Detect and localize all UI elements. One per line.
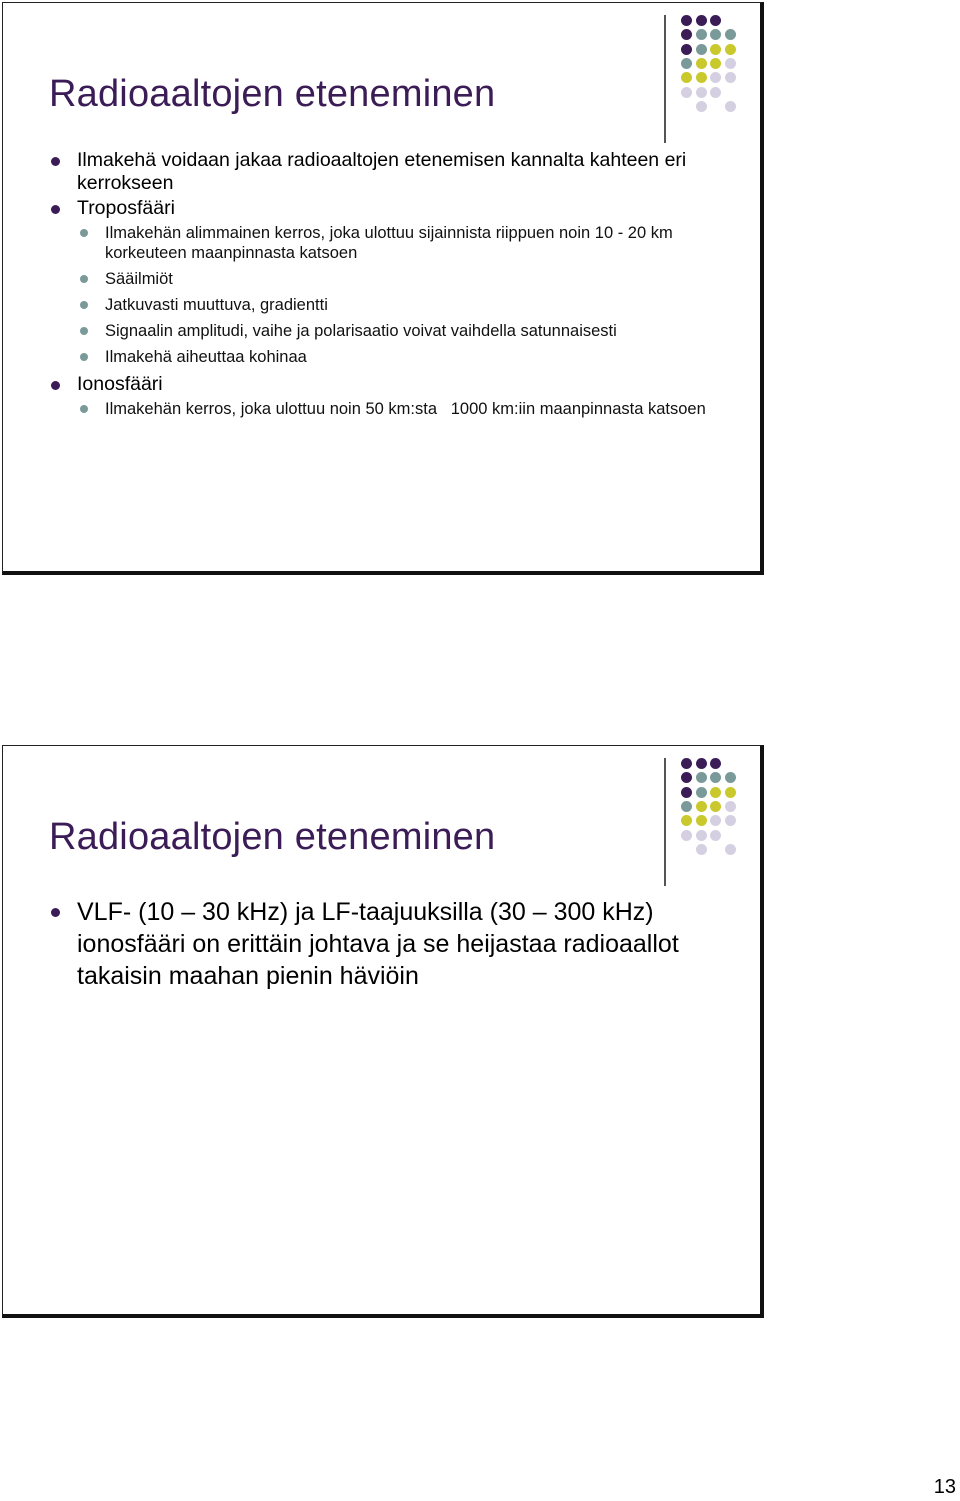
page-number: 13 [933, 1476, 956, 1498]
bullet-item [49, 149, 709, 195]
decorative-dot [710, 801, 721, 812]
decorative-dot [696, 772, 707, 783]
sub-bullet-item: Sääilmiöt [77, 269, 709, 289]
bullet-list [49, 149, 709, 425]
divider-line [664, 15, 666, 143]
decorative-dot [696, 15, 707, 26]
decorative-dot [681, 787, 692, 798]
decorative-dot [681, 87, 692, 98]
decorative-dot [710, 15, 721, 26]
decorative-dot [696, 101, 707, 112]
decorative-dot [725, 72, 736, 83]
decorative-dot [681, 815, 692, 826]
decorative-dot [696, 830, 707, 841]
bullet-list [49, 896, 709, 994]
divider-line [664, 758, 666, 886]
slide-title: Radioaaltojen eteneminen [49, 816, 496, 858]
decorative-dot [725, 29, 736, 40]
sub-bullet-item: Jatkuvasti muuttuva, gradientti [77, 295, 709, 315]
decorative-dot [710, 772, 721, 783]
decorative-dot [696, 758, 707, 769]
bullet-item [49, 896, 709, 992]
decorative-dot [710, 87, 721, 98]
decorative-dot [696, 87, 707, 98]
decorative-dot-grid [681, 15, 761, 125]
decorative-dot [725, 44, 736, 55]
decorative-dot [681, 29, 692, 40]
decorative-dot [696, 72, 707, 83]
slide-1 [2, 2, 764, 575]
decorative-dot [681, 58, 692, 69]
decorative-dot [681, 72, 692, 83]
decorative-dot [696, 844, 707, 855]
sub-bullet-item: Ilmakehän alimmainen kerros, joka ulottuu sijainnista riippuen noin 10 - 20 km korkeuteen maanpinnasta katsoen [77, 223, 709, 263]
decorative-dot [681, 772, 692, 783]
sub-bullet-item: Ilmakehä aiheuttaa kohinaa [77, 347, 709, 367]
decorative-dot [696, 801, 707, 812]
decorative-dot [710, 815, 721, 826]
sub-bullet-list [77, 223, 709, 367]
decorative-dot [681, 15, 692, 26]
decorative-dot [696, 815, 707, 826]
decorative-dot [696, 44, 707, 55]
sub-bullet-item: Signaalin amplitudi, vaihe ja polarisaatio voivat vaihdella satunnaisesti [77, 321, 709, 341]
decorative-dot-grid [681, 758, 761, 868]
decorative-dot [725, 801, 736, 812]
decorative-dot [681, 830, 692, 841]
decorative-dot [710, 72, 721, 83]
decorative-dot [710, 830, 721, 841]
bullet-text: Ionosfääri [77, 373, 163, 395]
decorative-dot [681, 758, 692, 769]
sub-bullet-list [77, 399, 709, 419]
decorative-dot [681, 801, 692, 812]
decorative-dot [710, 29, 721, 40]
decorative-dot [710, 44, 721, 55]
decorative-dot [681, 44, 692, 55]
bullet-item [49, 197, 709, 367]
decorative-dot [725, 787, 736, 798]
bullet-item [49, 373, 709, 419]
slide-title: Radioaaltojen eteneminen [49, 73, 496, 115]
decorative-dot [696, 787, 707, 798]
decorative-dot [710, 787, 721, 798]
bullet-text: Ilmakehä voidaan jakaa radioaaltojen etenemisen kannalta kahteen eri kerrokseen [77, 149, 687, 194]
slide-2 [2, 745, 764, 1318]
decorative-dot [696, 29, 707, 40]
decorative-dot [725, 815, 736, 826]
decorative-dot [710, 758, 721, 769]
bullet-text: VLF- (10 – 30 kHz) ja LF-taajuuksilla (30 – 300 kHz) ionosfääri on erittäin johtava ja se heijastaa radioaallot takaisin maahan pienin häviöin [77, 898, 679, 990]
decorative-dot [725, 58, 736, 69]
decorative-dot [710, 58, 721, 69]
decorative-dot [725, 844, 736, 855]
decorative-dot [696, 58, 707, 69]
decorative-dot [725, 772, 736, 783]
bullet-text: Troposfääri [77, 197, 175, 219]
decorative-dot [725, 101, 736, 112]
sub-bullet-item: Ilmakehän kerros, joka ulottuu noin 50 km:sta 1000 km:iin maanpinnasta katsoen [77, 399, 709, 419]
